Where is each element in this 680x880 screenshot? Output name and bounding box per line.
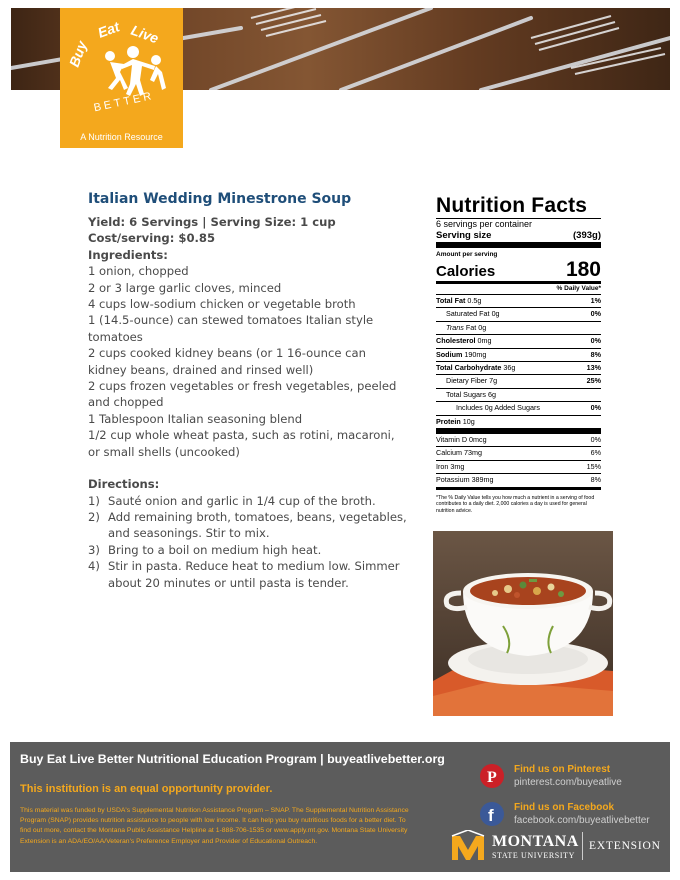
step-number: 3): [88, 542, 100, 557]
vitamin-dv: 0%: [590, 435, 601, 445]
direction-step: [88, 493, 408, 509]
recipe-cost: Cost/serving: $0.85: [88, 231, 216, 246]
nutrient-label: Saturated Fat: [446, 309, 490, 319]
daily-value-footnote: *The % Daily Value tells you how much a nutrient in a serving of food contributes to a daily diet. 2,000 calories a day is used for general nutrition advice.: [436, 494, 595, 514]
recipe-title: Italian Wedding Minestrone Soup: [88, 191, 352, 207]
direction-step: [88, 542, 408, 558]
msu-subname: STATE UNIVERSITY: [492, 851, 575, 860]
vitamin-label: Vitamin D: [436, 435, 468, 445]
step-text: Stir in pasta. Reduce heat to medium low. Simmer about 20 minutes or until pasta is tender.: [108, 559, 400, 590]
serving-size-row: [436, 230, 601, 248]
nutrient-dv: 8%: [590, 349, 601, 359]
nutrient-row: [436, 322, 601, 335]
ingredient-item: 2 cups frozen vegetables or fresh vegetables, peeled and chopped: [88, 379, 397, 410]
nutrition-facts-label: [436, 195, 601, 514]
directions-list: [88, 493, 408, 591]
nutrient-row: [436, 375, 601, 388]
nutrient-amount: 0g: [478, 322, 487, 332]
ingredient-item: 2 or 3 large garlic cloves, minced: [88, 280, 282, 295]
nutrient-row: [436, 389, 601, 402]
facebook-icon: [480, 802, 504, 826]
nutrient-row: [436, 362, 601, 375]
recipe-section: [88, 190, 408, 591]
step-number: 1): [88, 493, 100, 508]
svg-text:Eat: Eat: [95, 18, 122, 41]
ingredient-item: 1 onion, chopped: [88, 264, 189, 279]
ingredients-list: [88, 263, 408, 460]
nutrient-dv: 1%: [590, 296, 601, 305]
facebook-link[interactable]: facebook.com/buyeatlivebetter: [514, 815, 650, 826]
vitamin-dv: 6%: [590, 448, 601, 458]
step-number: 2): [88, 509, 100, 524]
step-text: Bring to a boil on medium high heat.: [108, 542, 322, 557]
calories-value: 180: [565, 258, 601, 281]
nutrient-dv: 0%: [590, 336, 601, 346]
footer: [10, 742, 670, 872]
nutrient-amount: 7g: [489, 376, 498, 386]
logo-subtitle: A Nutrition Resource: [80, 132, 163, 142]
step-text: Sauté onion and garlic in 1/4 cup of the broth.: [108, 493, 376, 508]
funding-statement: This material was funded by USDA's Supplemental Nutrition Assistance Program – SNAP. The Supplemental Nutrition Assistance Program (SNAP) provides nutrition assistance to people with low income. It can help you buy nutritious foods for a better diet. To find out more, contact the Montana Public Assistance Helpline at 1-888-706-1535 or www.apply.mt.gov. Montana State University Extension is an ADA/EO/AA/Veteran's Preference Employer and Provider of Educational Outreach.: [20, 807, 409, 845]
vitamin-amount: 3mg: [450, 461, 465, 471]
svg-text:f: f: [488, 806, 494, 825]
vitamin-row: [436, 447, 601, 460]
nutrient-dv: 25%: [586, 376, 601, 386]
nutrient-amount: 0mg: [477, 336, 492, 346]
vitamin-amount: 73mg: [463, 448, 482, 458]
direction-step: [88, 509, 408, 542]
nutrient-amount: 190mg: [464, 349, 487, 359]
nutrient-dv: 0%: [590, 403, 601, 413]
vitamin-amount: 0mcg: [469, 435, 487, 445]
nutrient-label: Sodium: [436, 349, 463, 359]
nutrient-row: [436, 308, 601, 321]
ingredients-heading: Ingredients:: [88, 247, 168, 262]
svg-text:BETTER: BETTER: [92, 89, 156, 115]
nutrition-title: Nutrition Facts: [436, 195, 601, 219]
ingredient-item: 1/2 cup whole wheat pasta, such as rotini, macaroni, or small shells (uncooked): [88, 428, 395, 459]
nutrient-row: [436, 416, 601, 434]
nutrient-row: [436, 335, 601, 348]
extension-label: EXTENSION: [589, 840, 661, 852]
servings-per-container: 6 servings per container: [436, 219, 533, 229]
nutrient-dv: 13%: [586, 363, 601, 373]
vitamin-dv: 8%: [590, 475, 601, 485]
calories-label: Calories: [436, 263, 496, 280]
vitamin-row: [436, 461, 601, 474]
vitamin-dv: 15%: [586, 461, 601, 471]
vitamin-row: [436, 434, 601, 447]
nutrient-amount: 0.5g: [467, 296, 482, 305]
daily-value-header: % Daily Value*: [436, 284, 601, 295]
step-text: Add remaining broth, tomatoes, beans, vegetables, and seasonings. Stir to mix.: [108, 509, 407, 541]
nutrient-amount: 0g: [491, 309, 500, 319]
nutrient-amount: 10g: [462, 416, 475, 426]
recipe-yield: Yield: 6 Servings | Serving Size: 1 cup: [88, 215, 336, 229]
svg-text:Live: Live: [128, 21, 161, 47]
footer-title: Buy Eat Live Better Nutritional Education Program | buyeatlivebetter.org: [20, 752, 445, 766]
buy-eat-live-better-logo: [60, 8, 183, 148]
pinterest-label: Find us on Pinterest: [514, 764, 611, 775]
nutrient-label: Total Carbohydrate: [436, 363, 502, 373]
calories-row: [436, 259, 601, 284]
facebook-label: Find us on Facebook: [514, 802, 615, 813]
amount-per-serving: Amount per serving: [436, 251, 498, 258]
nutrient-row: [436, 295, 601, 308]
nutrient-amount: 36g: [503, 363, 516, 373]
serving-size-label: Serving size: [436, 230, 492, 241]
nutrient-label: Protein: [436, 416, 461, 426]
nutrient-row: [436, 402, 601, 415]
nutrient-label-suffix: Fat: [463, 322, 477, 332]
vitamin-label: Iron: [436, 461, 449, 471]
svg-text:Buy: Buy: [65, 38, 90, 70]
nutrient-amount: 6g: [487, 389, 496, 399]
ingredient-item: 1 Tablespoon Italian seasoning blend: [88, 411, 303, 426]
nutrient-label: Total Sugars: [446, 389, 486, 399]
nutrient-label: Total Fat: [436, 296, 466, 305]
serving-size-value: (393g): [573, 230, 601, 241]
equal-opportunity-statement: This institution is an equal opportunity provider.: [20, 783, 273, 795]
msu-name: MONTANA: [492, 833, 579, 850]
vitamin-amount: 389mg: [471, 475, 494, 485]
nutrient-label: Cholesterol: [436, 336, 476, 346]
nutrient-label: Dietary Fiber: [446, 376, 488, 386]
svg-text:P: P: [487, 769, 497, 786]
msu-m-icon: [448, 830, 488, 864]
vitamin-label: Calcium: [436, 448, 462, 458]
nutrient-row: [436, 349, 601, 362]
nutrient-label: Trans: [446, 322, 464, 332]
vitamin-row: [436, 474, 601, 489]
step-number: 4): [88, 559, 100, 574]
soup-bowl-photo: [433, 531, 613, 716]
nutrient-amount: 0g Added Sugars: [484, 403, 540, 413]
vitamin-label: Potassium: [436, 475, 470, 485]
ingredient-item: 2 cups cooked kidney beans (or 1 16-ounce can kidney beans, drained and rinsed well): [88, 346, 366, 377]
pinterest-icon: [480, 764, 504, 788]
directions-heading: Directions:: [88, 477, 160, 492]
msu-extension-logo: [448, 830, 664, 864]
nutrient-dv: 0%: [590, 309, 601, 319]
nutrient-label: Includes: [456, 403, 483, 413]
ingredient-item: 1 (14.5-ounce) can stewed tomatoes Italian style tomatoes: [88, 313, 374, 344]
pinterest-link[interactable]: pinterest.com/buyeatlive: [514, 777, 622, 788]
ingredient-item: 4 cups low-sodium chicken or vegetable broth: [88, 297, 356, 312]
direction-step: [88, 558, 408, 591]
